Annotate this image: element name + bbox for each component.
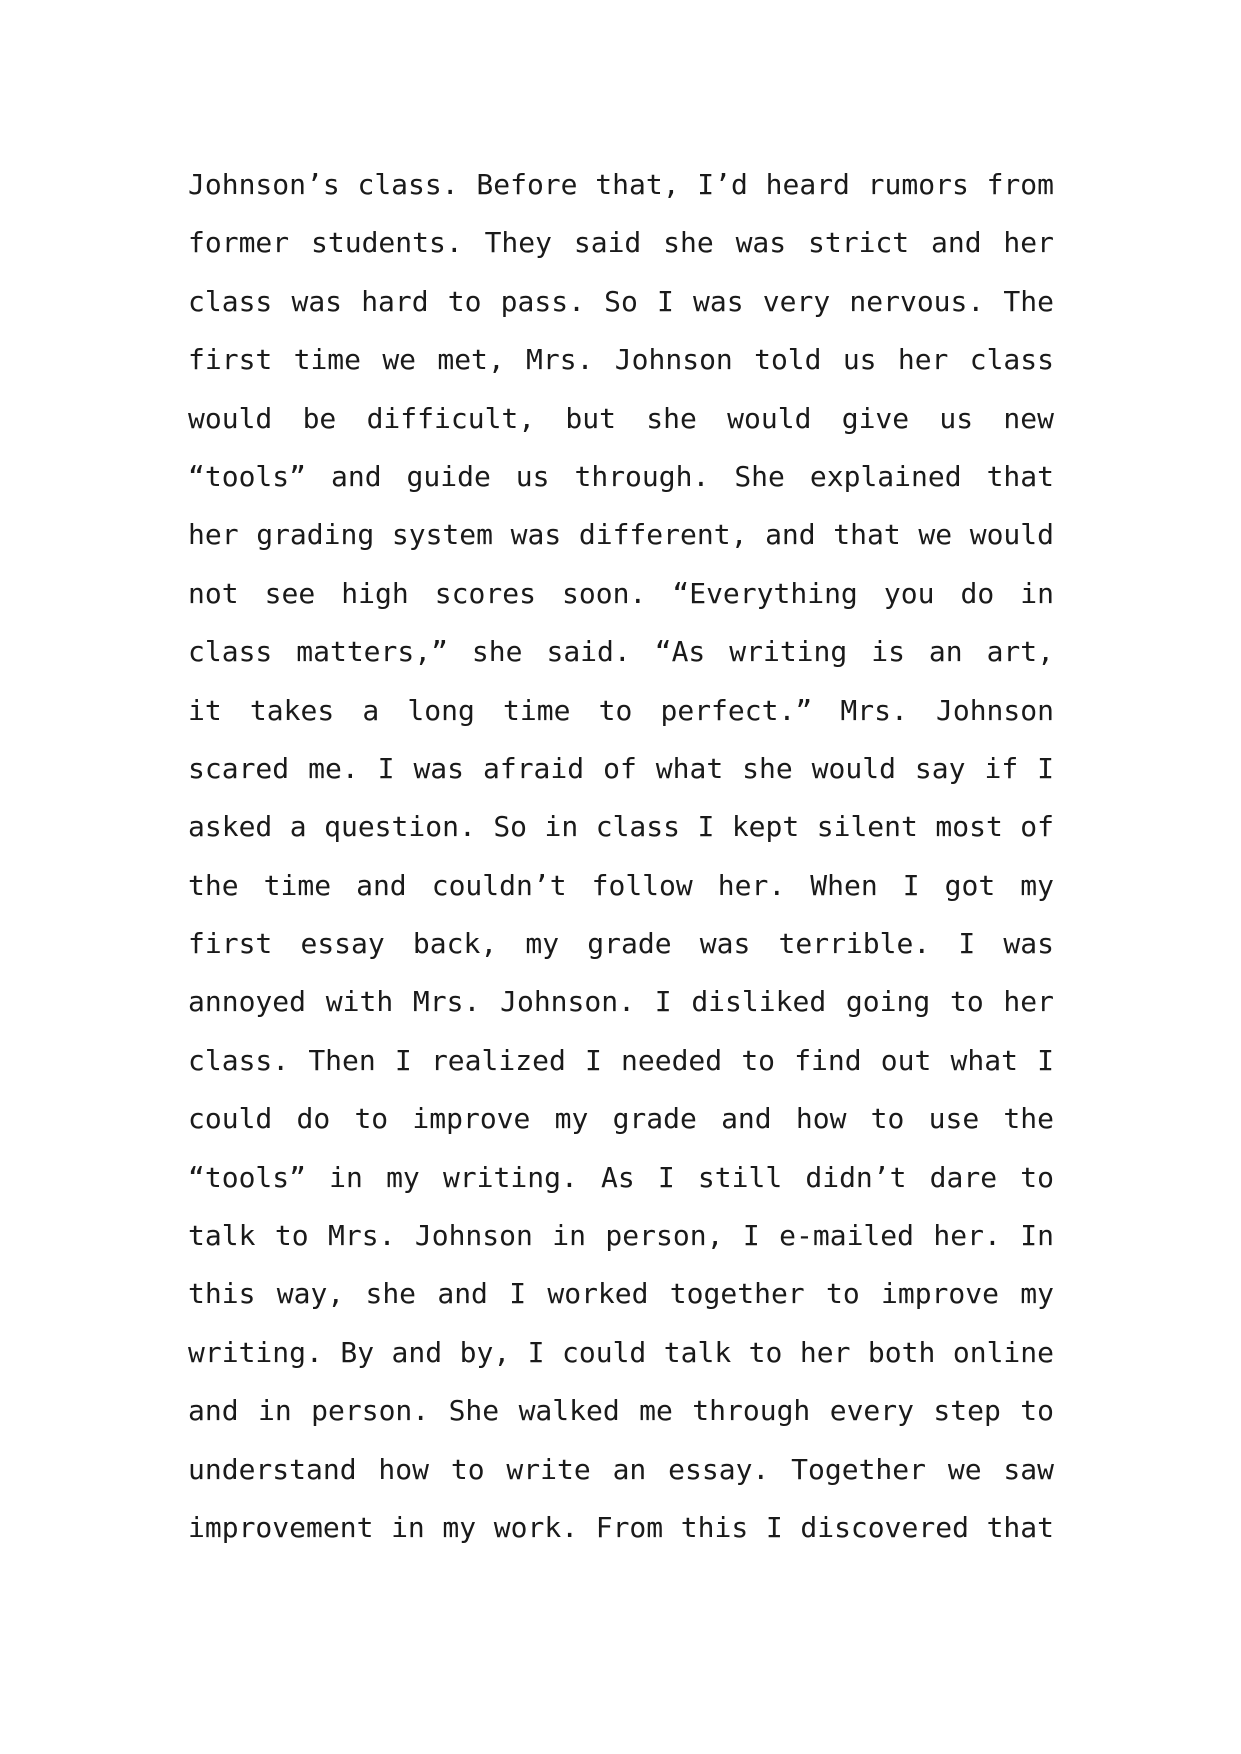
text-line: first time we met, Mrs. Johnson told us her class [188,343,1054,377]
text-line: class. Then I realized I needed to find out what I [188,1043,1054,1077]
text-line: it takes a long time to perfect.” Mrs. Johnson [188,693,1054,727]
text-line: improvement in my work. From this I discovered that [188,1510,1054,1544]
text-line: “tools” and guide us through. She explained that [188,459,1054,493]
text-line: asked a question. So in class I kept silent most of [188,810,1054,844]
text-line: could do to improve my grade and how to use the [188,1102,1054,1136]
text-line: Johnson’s class. Before that, I’d heard rumors from [188,168,1054,201]
text-line: “tools” in my writing. As I still didn’t dare to [188,1160,1054,1194]
text-line: class matters,” she said. “As writing is an art, [188,635,1054,669]
text-line: her grading system was different, and that we would [188,518,1054,552]
text-line: annoyed with Mrs. Johnson. I disliked going to her [188,985,1054,1019]
body-text [188,156,1054,1557]
text-line: not see high scores soon. “Everything you do in [188,576,1054,610]
text-line: former students. They said she was strict and her [188,226,1054,260]
text-line: would be difficult, but she would give us new [188,401,1054,435]
text-line: the time and couldn’t follow her. When I got my [188,868,1054,902]
text-line: this way, she and I worked together to improve my [188,1277,1054,1311]
text-line: and in person. She walked me through every step to [188,1394,1054,1428]
text-line: class was hard to pass. So I was very nervous. The [188,284,1054,318]
text-line: talk to Mrs. Johnson in person, I e-mailed her. In [188,1219,1054,1253]
text-line: writing. By and by, I could talk to her both online [188,1335,1054,1369]
text-line: first essay back, my grade was terrible. I was [188,927,1054,961]
text-line: scared me. I was afraid of what she would say if I [188,751,1054,785]
text-line: understand how to write an essay. Together we saw [188,1452,1054,1486]
